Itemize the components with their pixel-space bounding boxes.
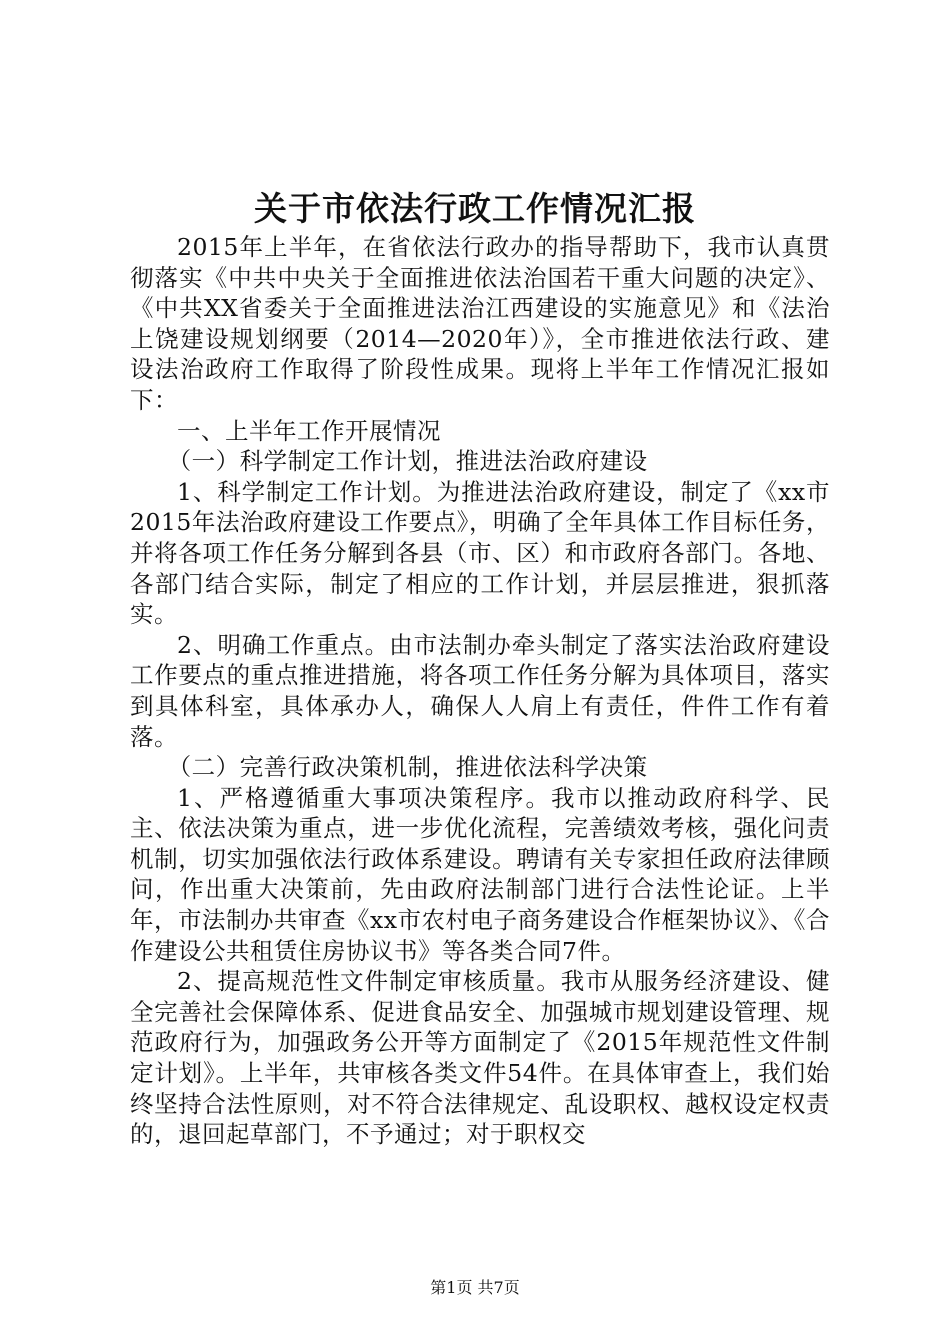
section-heading-1: 一、上半年工作开展情况 [177, 416, 441, 445]
subsection-heading-1: （一）科学制定工作计划，推进法治政府建设 [167, 447, 648, 476]
document-body [130, 232, 830, 1150]
page-number: 第1页 共7页 [430, 1278, 520, 1297]
paragraph-1-2: 2、明确工作重点。由市法制办牵头制定了落实法治政府建设工作要点的重点推进措施，将各项工作任务分解为具体项目，落实到具体科室，具体承办人，确保人人肩上有责任，件件工作有着落。 [130, 630, 830, 751]
paragraph-2-2: 2、提高规范性文件制定审核质量。我市从服务经济建设、健全完善社会保障体系、促进食品安全、加强城市规划建设管理、规范政府行为，加强政务公开等方面制定了《2015年规范性文件制定计划》。上半年，共审核各类文件54件。在具体审查上，我们始终坚持合法性原则，对不符合法律规定、乱设职权、越权设定权责的，退回起草部门，不予通过；对于职权交 [130, 967, 830, 1149]
subsection-heading-2: （二）完善行政决策机制，推进依法科学决策 [167, 753, 648, 782]
paragraph-intro: 2015年上半年，在省依法行政办的指导帮助下，我市认真贯彻落实《中共中央关于全面推进依法治国若干重大问题的决定》、《中共XX省委关于全面推进法治江西建设的实施意见》和《法治上饶建设规划纲要（2014—2020年）》，全市推进依法行政、建设法治政府工作取得了阶段性成果。现将上半年工作情况汇报如下： [130, 233, 830, 414]
paragraph-2-1: 1、严格遵循重大事项决策程序。我市以推动政府科学、民主、依法决策为重点，进一步优化流程，完善绩效考核，强化问责机制，切实加强依法行政体系建设。聘请有关专家担任政府法律顾问，作出重大决策前，先由政府法制部门进行合法性论证。上半年，市法制办共审查《xx市农村电子商务建设合作框架协议》、《合作建设公共租赁住房协议书》等各类合同7件。 [130, 783, 831, 965]
paragraph-1-1: 1、科学制定工作计划。为推进法治政府建设，制定了《xx市2015年法治政府建设工作要点》，明确了全年具体工作目标任务，并将各项工作任务分解到各县（市、区）和市政府各部门。各地、各部门结合实际，制定了相应的工作计划，并层层推进，狠抓落实。 [130, 477, 830, 629]
document-title: 关于市依法行政工作情况汇报 [254, 189, 696, 228]
